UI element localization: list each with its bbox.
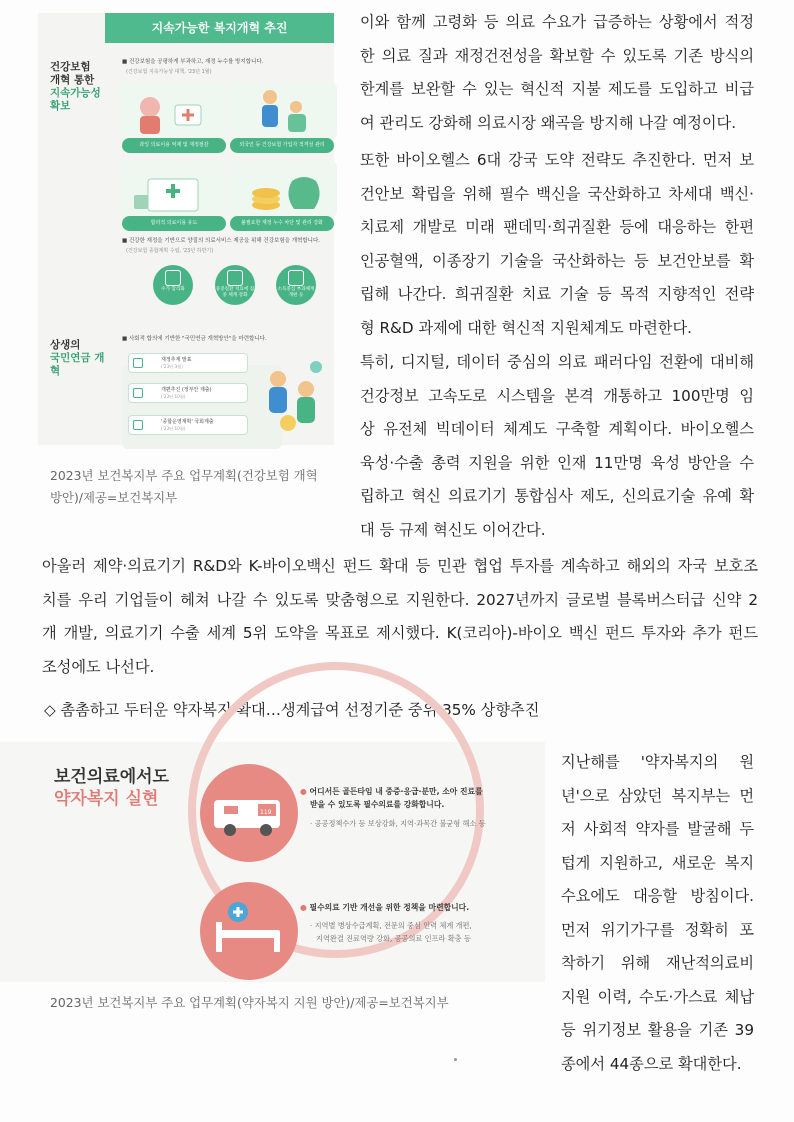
step-title: '종합운영계획' 국회제출	[161, 419, 214, 425]
illustration-tile	[120, 83, 227, 139]
article-paragraph	[360, 144, 754, 345]
step-date: ('23년 10월)	[161, 426, 186, 431]
paragraph-line: 특히, 디지털, 데이터 중심의 의료 패러다임 전환에 대비해	[360, 353, 754, 371]
paragraph-line: 등 위기정보 활용을 기존 39	[561, 1021, 754, 1039]
pension-step-row	[128, 415, 248, 435]
policy-item-sub-text: 지역완결 진료역량 강화, 공공의료 인프라 확충 등	[316, 934, 471, 943]
article-paragraph	[360, 6, 754, 140]
illustration-tile	[230, 83, 337, 139]
policy-item-sub: · 지역별 병상수급계획, 전문의 중심 인력 체계 개편,	[310, 921, 472, 930]
section-title-insurance	[50, 61, 108, 113]
illustration-tile	[230, 161, 337, 217]
figure-title-highlight: 약자복지 실현	[54, 789, 159, 809]
step-date: ('23년 3월)	[161, 364, 183, 369]
tile-label: 합리적 의료이용 유도	[122, 216, 226, 231]
paragraph-line: 착하기 위해 재난적의료비	[561, 954, 754, 972]
policy-circle-label: 수가 합리화	[161, 287, 185, 292]
people-illustration-icon	[230, 83, 337, 139]
policy-item-sub-text: 공공정책수가 등 보상강화, 지역·과목간 불균형 해소 등	[314, 819, 486, 828]
page-speck	[454, 1058, 457, 1061]
recycle-icon	[133, 388, 143, 398]
paragraph-line: 상 유전체 빅데이터 체계도 구축할 계획이다. 바이오헬스	[360, 420, 754, 438]
paragraph-line: 아울러 제약·의료기기 R&D와 K-바이오백신 펀드 확대 등 민관 협업 투자를 계속하고 해외의 자국 보호조	[42, 557, 758, 575]
paragraph-line: 치를 우리 기업들이 헤쳐 나갈 수 있도록 맞춤형으로 지원한다. 2027년까지 글로벌 블록버스터급 신약 2	[42, 590, 758, 609]
calendar-check-icon	[133, 420, 143, 430]
paragraph-line: 개 개발, 의료기기 수출 세계 5위 도약을 목표로 제시했다. K(코리아)-바이오 백신 펀드 투자와 추가 펀드	[42, 624, 758, 642]
pension-step-row	[128, 383, 248, 403]
paragraph-line: 한 의료 질과 재정건전성을 확보할 수 있도록 기존 방식의	[360, 46, 754, 65]
bullet-text: ■ 건강보험을 공평하게 부과하고, 재정 누수를 방지합니다.	[122, 59, 264, 65]
paragraph-line: 한계를 보완할 수 있는 혁신적 지불 제도를 도입하고 비급	[360, 80, 754, 98]
paragraph-line: 립하고 혁신 의료기기 통합심사 제도, 신의료기술 유예 확	[360, 487, 754, 505]
section-highlight: 국민연금 개혁	[50, 352, 105, 377]
section-headline: ◇ 촘촘하고 두터운 약자복지 확대…생계급여 선정기준 중위 35% 상향추진	[44, 701, 540, 719]
section-title-line: 상생의	[50, 339, 81, 351]
paragraph-line: 이와 함께 고령화 등 의료 수요가 급증하는 상황에서 적정	[360, 13, 754, 31]
paragraph-line: 지원 이력, 수도·가스료 체납	[561, 987, 754, 1006]
section-highlight: 지속가능성 확보	[50, 87, 101, 112]
paragraph-line: 년'으로 삼았던 복지부는 먼	[561, 786, 754, 805]
tile-label: 외국인 등 건강보험 가입자 적격성 관리	[230, 138, 334, 153]
bullet-text: ■ 건강한 재정을 기반으로 양질의 의료서비스 제공을 위해 건강보험을 개혁합니다.	[122, 238, 321, 244]
doctor-illustration-icon	[120, 83, 227, 139]
paragraph-line: 형 R&D 과제에 대한 혁신적 지원체계도 마련한다.	[360, 318, 692, 337]
section-title-line: 건강보험	[50, 61, 91, 73]
policy-item-line: 어디서든 골든타임 내 중증·응급·분만, 소아 진료를	[309, 787, 483, 796]
step-title: 개편추진 (정부안 제출)	[161, 387, 212, 393]
people-group-illustration-icon	[258, 359, 330, 445]
step-title: 재정추계 발표	[161, 357, 192, 363]
tile-label: 과잉 의료이용 억제 및 재정절감	[122, 138, 226, 153]
figure-title: 보건의료에서도	[54, 767, 169, 787]
policy-circle	[215, 265, 255, 305]
bullet-sub: (건강보험 지속가능성 대책, '23년 1월)	[126, 69, 212, 75]
policy-circle	[153, 265, 193, 305]
policy-circle-label: 소득중심 부과체계 개편 등	[277, 287, 315, 298]
ambulance-number: 119	[260, 809, 272, 816]
paragraph-line: 종에서 44종으로 확대한다.	[561, 1054, 742, 1073]
calendar-icon	[133, 358, 143, 368]
policy-item-sub: · 공공정책수가 등 보상강화, 지역·과목간 불균형 해소 등	[310, 819, 486, 828]
step-date: ('23년 10월)	[161, 394, 186, 399]
money-bag-illustration-icon	[230, 161, 337, 217]
figure-health-insurance-reform	[38, 13, 334, 445]
paragraph-line: 육성·수출 총력 지원을 위한 인재 11만명 육성 방안을 수	[360, 453, 754, 472]
policy-circle-label: 중증질환 치료에 집중 체계 강화	[215, 287, 255, 298]
tile-label: 불필요한 재정 누수 차단 및 관리 강화	[230, 216, 334, 231]
policy-item-text: ● 어디서든 골든타임 내 중증·응급·분만, 소아 진료를	[300, 787, 483, 796]
section-title-line: 개혁 통한	[50, 74, 95, 86]
paragraph-line: 먼저 위기가구를 정확히 포	[561, 920, 754, 939]
paragraph-line: 립해 나간다. 희귀질환 치료 기술 등 목적 지향적인 전략	[360, 285, 754, 303]
document-icon	[165, 270, 181, 286]
paragraph-line: 건안보 확립을 위해 필수 백신을 국산화하고 차세대 백신·	[360, 184, 754, 203]
illustration-tile	[120, 161, 227, 217]
paragraph-line: 인공혈액, 이종장기 기술을 국산화하는 등 보건안보를 확	[360, 251, 754, 270]
paragraph-line: 수요에도 대응할 방침이다.	[561, 887, 754, 905]
ambulance-icon	[200, 764, 298, 862]
hospital-bed-disc	[200, 882, 298, 980]
policy-item-sub-text: 지역별 병상수급계획, 전문의 중심 인력 체계 개편,	[314, 921, 472, 930]
figure-caption: 방안)/제공=보건복지부	[50, 490, 178, 505]
article-paragraph	[561, 746, 754, 1081]
section-title-pension	[50, 339, 108, 378]
pension-step-row	[128, 353, 248, 373]
paragraph-line: 텁게 지원하고, 새로운 복지	[561, 853, 754, 872]
article-paragraph	[42, 550, 758, 684]
paragraph-line: 대 등 규제 혁신도 이어간다.	[360, 520, 546, 539]
figure-caption: 2023년 보건복지부 주요 업무계획(약자복지 지원 방안)/제공=보건복지부	[50, 995, 449, 1010]
paragraph-line: 치료제 개발로 미래 팬데믹·희귀질환 등에 대응하는 한편	[360, 218, 754, 236]
article-paragraph	[360, 346, 754, 547]
paragraph-line: 또한 바이오헬스 6대 강국 도약 전략도 추진한다. 먼저 보	[360, 151, 754, 169]
chart-icon	[288, 270, 304, 286]
figure-caption: 2023년 보건복지부 주요 업무계획(건강보험 개혁	[50, 468, 318, 483]
hospital-illustration-icon	[120, 161, 227, 217]
hospital-icon	[227, 270, 243, 286]
paragraph-line: 조성에도 나선다.	[42, 657, 155, 676]
ambulance-disc	[200, 764, 298, 862]
policy-item-line: 받을 수 있도록 필수의료를 강화합니다.	[310, 800, 445, 809]
policy-item-text: ● 필수의료 기반 개선을 위한 정책을 마련합니다.	[300, 903, 470, 912]
paragraph-line: 지난해를 '약자복지의 원	[561, 753, 754, 771]
figure-header: 지속가능한 복지개혁 추진	[105, 13, 334, 43]
policy-item-line: 필수의료 기반 개선을 위한 정책을 마련합니다.	[309, 903, 470, 912]
figure-vulnerable-welfare	[0, 742, 545, 982]
paragraph-line: 건강정보 고속도로 시스템을 본격 개통하고 100만명 임	[360, 386, 754, 405]
bullet-text: ■ 사회적 합의에 기반한 "국민연금 개혁방안"을 마련합니다.	[122, 336, 267, 342]
bullet-sub: (건강보험 종합계획 수립, '23년 하반기)	[126, 248, 214, 254]
policy-circle	[276, 265, 316, 305]
hospital-bed-icon	[200, 882, 298, 980]
paragraph-line: 여 관리도 강화해 의료시장 왜곡을 방지해 나갈 예정이다.	[360, 113, 737, 132]
paragraph-line: 저 사회적 약자를 발굴해 두	[561, 820, 754, 838]
